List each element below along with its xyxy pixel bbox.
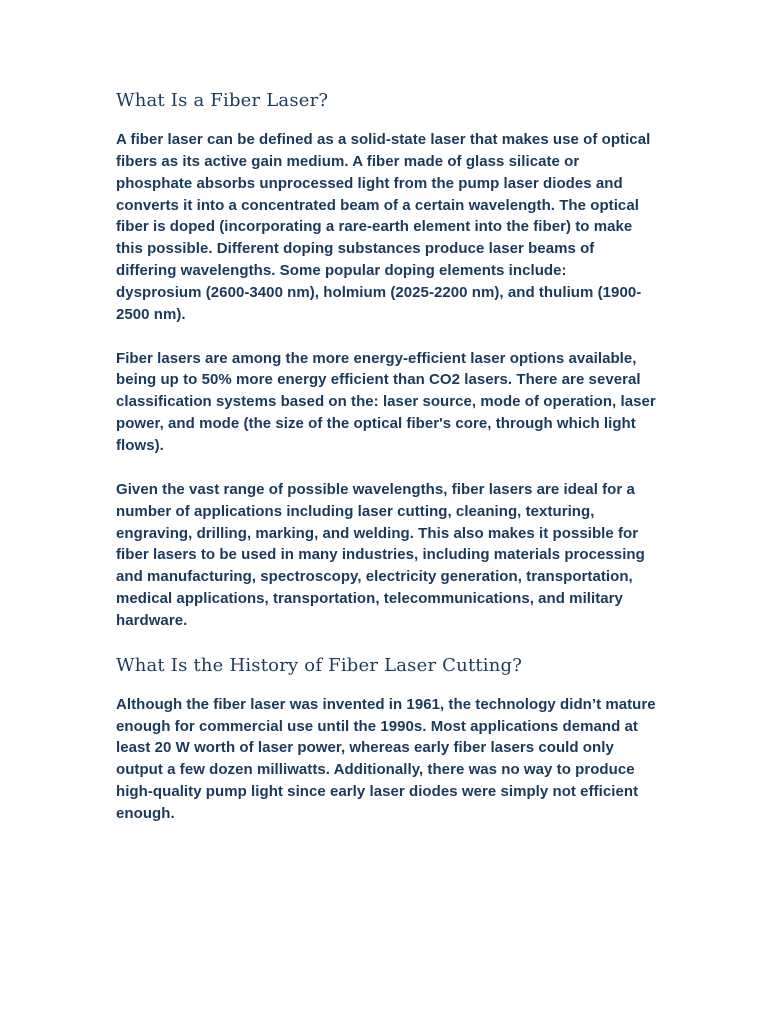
paragraph-applications: Given the vast range of possible wavelengths, fiber lasers are ideal for a number of applications including laser cutting, cleaning, texturing, engraving, drilling, marking, and welding. This also makes it possible for fiber lasers to be used in many industries, including materials processing and manufacturing, spectroscopy, electricity generation, transportation, medical applications, transportation, telecommunications, and military hardware. [116,480,645,629]
section-heading-fiber-laser: What Is a Fiber Laser? [116,90,329,111]
section-heading-history: What Is the History of Fiber Laser Cutting? [116,654,523,676]
document-page [116,86,656,825]
paragraph-definition: A fiber laser can be defined as a solid-state laser that makes use of optical fibers as its active gain medium. A fiber made of glass silicate or phosphate absorbs unprocessed light from the pump laser diodes and converts it into a concentrated beam of a certain wavelength. The optical fiber is doped (incorporating a rare-earth element into the fiber) to make this possible. Different doping substances produce laser beams of differing wavelengths. Some popular doping elements include: dysprosium (2600-3400 nm), holmium (2025-2200 nm), and thulium (1900-2500 nm). [116,131,651,323]
paragraph-efficiency: Fiber lasers are among the more energy-efficient laser options available, being up to 50% more energy efficient than CO2 lasers. There are several classification systems based on the: laser source, mode of operation, laser power, and mode (the size of the optical fiber's core, through which light flows). [116,349,656,454]
paragraph-history: Although the fiber laser was invented in 1961, the technology didn’t mature enough for commercial use until the 1990s. Most applications demand at least 20 W worth of laser power, whereas early fiber lasers could only output a few dozen milliwatts. Additionally, there was no way to produce high-quality pump light since early laser diodes were simply not efficient enough. [116,695,656,822]
